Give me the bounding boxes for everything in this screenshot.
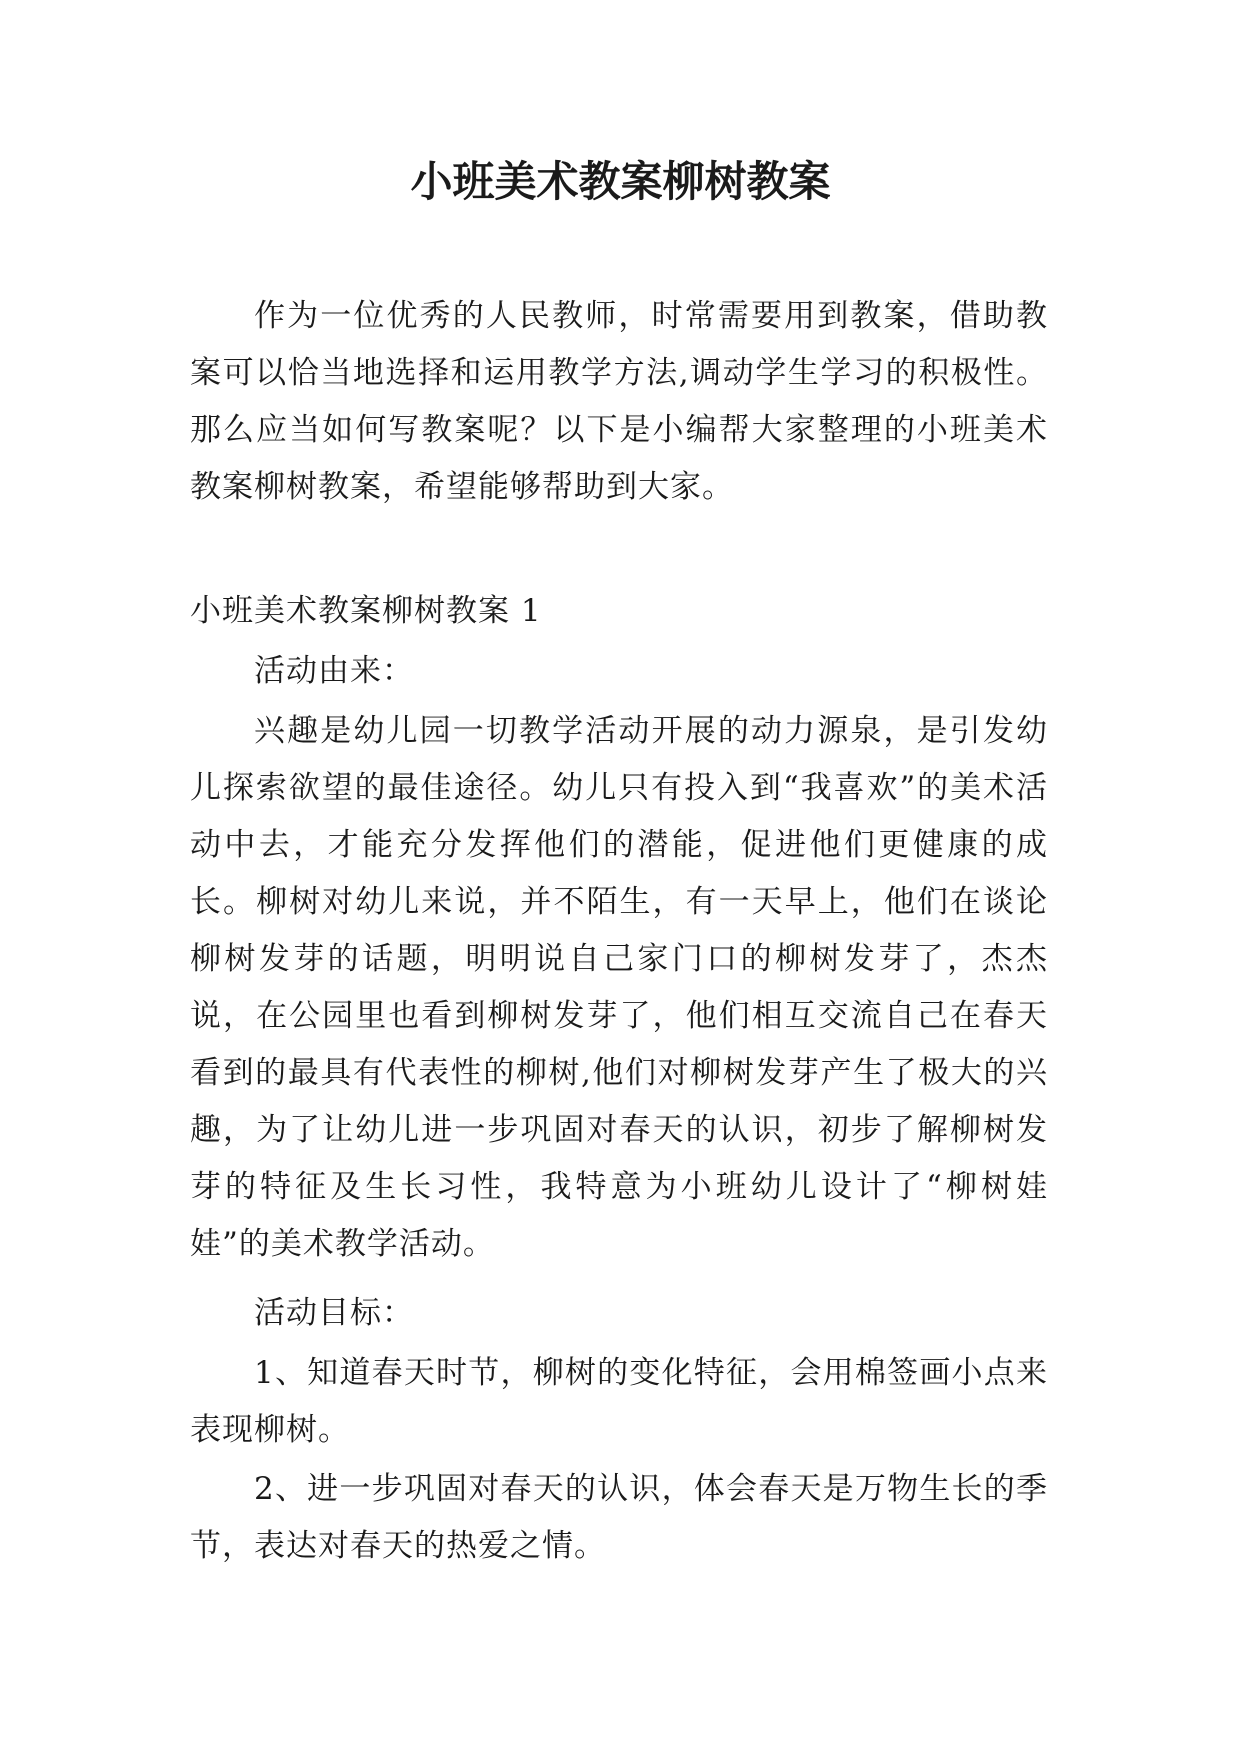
goal-item-2: 2、进一步巩固对春天的认识，体会春天是万物生长的季节，表达对春天的热爱之情。 (190, 1471, 1048, 1564)
origin-paragraph: 兴趣是幼儿园一切教学活动开展的动力源泉，是引发幼儿探索欲望的最佳途径。幼儿只有投入到“我喜欢”的美术活动中去，才能充分发挥他们的潜能，促进他们更健康的成长。柳树对幼儿来说，并不陌生，有一天早上，他们在谈论柳树发芽的话题，明明说自己家门口的柳树发芽了，杰杰说，在公园里也看到柳树发芽了，他们相互交流自己在春天看到的最具有代表性的柳树,他们对柳树发芽产生了极大的兴趣，为了让幼儿进一步巩固对春天的认识，初步了解柳树发芽的特征及生长习性，我特意为小班幼儿设计了“柳树娃娃”的美术教学活动。 (190, 713, 1048, 1262)
intro-paragraph: 作为一位优秀的人民教师，时常需要用到教案，借助教案可以恰当地选择和运用教学方法,调动学生学习的积极性。那么应当如何写教案呢？以下是小编帮大家整理的小班美术教案柳树教案，希望能够帮助到大家。 (190, 298, 1048, 505)
goal-heading: 活动目标： (254, 1295, 414, 1331)
section-heading: 小班美术教案柳树教案 1 (190, 593, 542, 629)
goal-item-1: 1、知道春天时节，柳树的变化特征，会用棉签画小点来表现柳树。 (190, 1355, 1048, 1448)
document-title: 小班美术教案柳树教案 (410, 157, 831, 206)
origin-heading: 活动由来： (254, 653, 414, 689)
